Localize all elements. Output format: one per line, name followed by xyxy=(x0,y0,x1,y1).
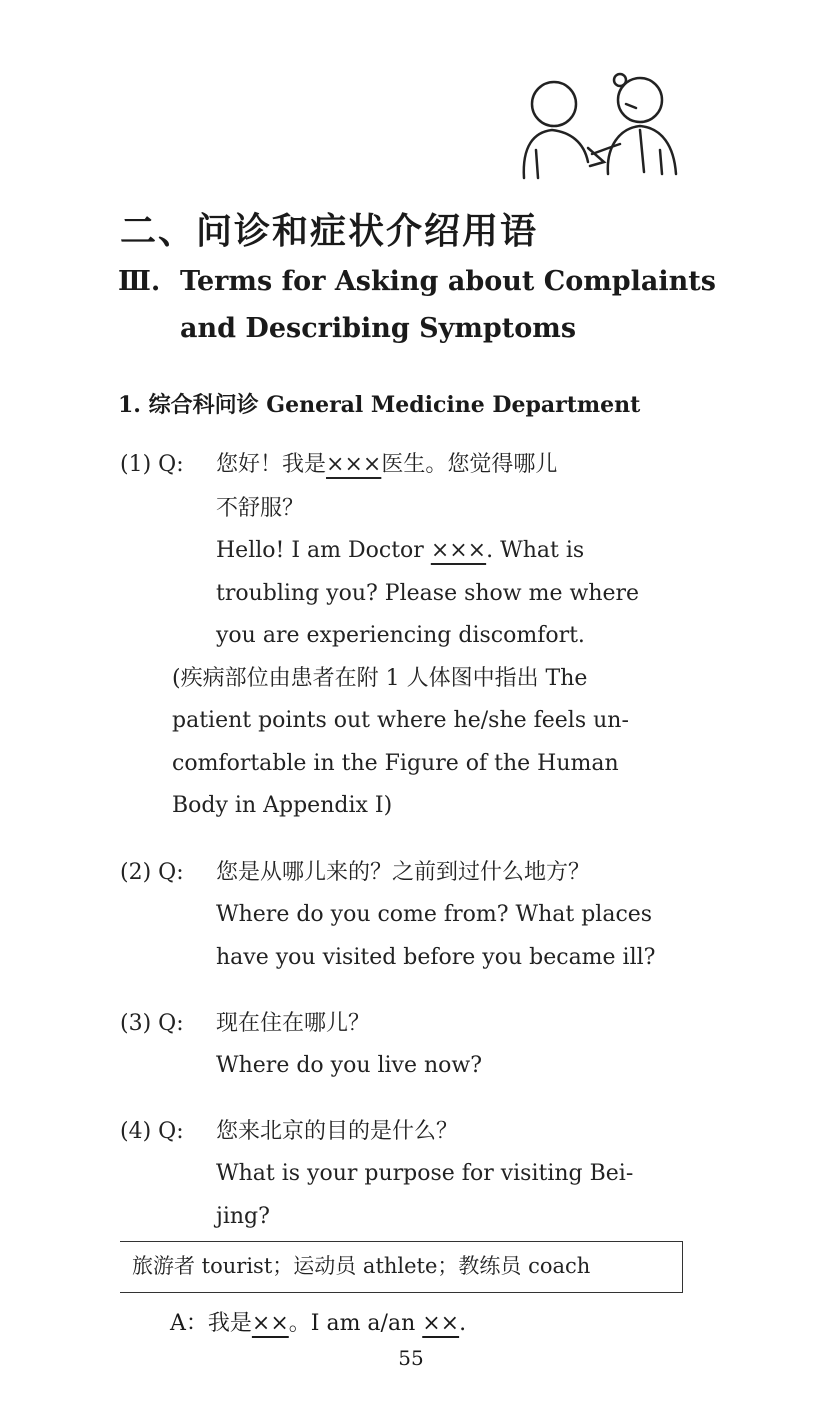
question-text: 您好！我是 xyxy=(216,452,327,477)
question-label: (4) Q: xyxy=(120,1119,184,1144)
name-blank: ××× xyxy=(430,538,487,563)
doctor-patient-illustration xyxy=(512,66,682,196)
answer-text: 。I am a/an xyxy=(288,1311,423,1336)
question-1-note-line2: patient points out where he/she feels un- xyxy=(172,708,629,733)
question-1-en-line1 xyxy=(216,530,584,572)
question-4-cn-line1 xyxy=(120,1111,458,1153)
question-1-note-line4: Body in Appendix I) xyxy=(172,793,393,818)
question-1-en-line2: troubling you? Please show me where xyxy=(216,581,640,606)
question-label: (3) Q: xyxy=(120,1011,184,1036)
question-text: 现在住在哪儿？ xyxy=(216,1011,371,1036)
question-2-cn-line1 xyxy=(120,852,590,894)
answer-line xyxy=(170,1306,466,1337)
page-number: 55 xyxy=(398,1346,424,1370)
chapter-title-en-line2: and Describing Symptoms xyxy=(180,313,577,344)
question-4-en-line1: What is your purpose for visiting Bei- xyxy=(216,1161,634,1186)
section-title: 1. 综合科问诊 General Medicine Department xyxy=(118,392,641,418)
chapter-title-en xyxy=(118,258,718,352)
question-2-en-line2: have you visited before you became ill? xyxy=(216,945,656,970)
question-4-en-line2: jing? xyxy=(216,1204,270,1229)
chapter-title-en-line1: Terms for Asking about Complaints xyxy=(180,266,716,297)
question-label: (1) Q: xyxy=(120,452,184,477)
question-3-cn-line1 xyxy=(120,1003,370,1045)
question-1-cn-line2: 不舒服？ xyxy=(216,496,305,521)
answer-blank: ×× xyxy=(251,1311,289,1336)
question-text: 您来北京的目的是什么？ xyxy=(216,1119,459,1144)
question-1-en-line3: you are experiencing discomfort. xyxy=(216,623,585,648)
question-text: 医生。您觉得哪儿 xyxy=(381,452,558,477)
vocab-text: 旅游者 tourist；运动员 athlete；教练员 coach xyxy=(132,1254,591,1278)
question-1-note-line3: comfortable in the Figure of the Human xyxy=(172,751,619,776)
question-3-en-line1: Where do you live now? xyxy=(216,1053,483,1078)
question-2-en-line1: Where do you come from? What places xyxy=(216,902,653,927)
name-blank: ××× xyxy=(326,452,382,477)
chapter-number: Ⅲ. xyxy=(118,266,161,297)
question-label: (2) Q: xyxy=(120,860,184,885)
question-1-cn-line1 xyxy=(120,444,557,486)
answer-blank: ×× xyxy=(422,1311,460,1336)
question-1-note-line1: (疾病部位由患者在附 1 人体图中指出 The xyxy=(172,666,588,691)
question-text: 您是从哪儿来的？之前到过什么地方？ xyxy=(216,860,591,885)
answer-text: . xyxy=(459,1311,467,1336)
chapter-title-cn: 二、问诊和症状介绍用语 xyxy=(120,210,539,252)
answer-text: A：我是 xyxy=(170,1311,252,1336)
question-text: . What is xyxy=(486,538,585,563)
question-text: Hello! I am Doctor xyxy=(216,538,431,563)
